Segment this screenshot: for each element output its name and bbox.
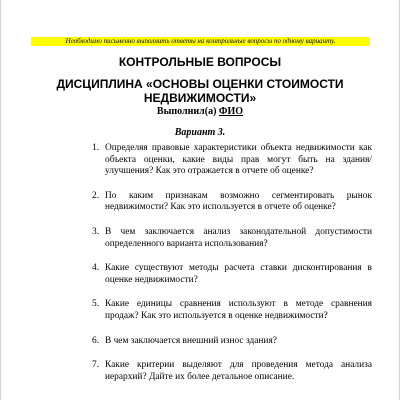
question-number: 5. bbox=[92, 299, 100, 310]
question-text: В чем заключается анализ законодательной допустимости определенного варианта использования? bbox=[105, 226, 372, 249]
question-item bbox=[88, 336, 372, 348]
question-item bbox=[88, 227, 372, 250]
question-item bbox=[88, 263, 372, 286]
question-item bbox=[88, 360, 372, 383]
question-item bbox=[88, 143, 372, 178]
question-text: В чем заключается внешний износ здания? bbox=[105, 335, 277, 346]
question-number: 7. bbox=[92, 360, 100, 371]
instruction-banner: Необходимо письменно выполнить ответы на контрольные вопросы по одному варианту. bbox=[31, 37, 370, 46]
questions-list bbox=[88, 143, 372, 396]
question-item bbox=[88, 299, 372, 322]
question-text: Какие единицы сравнения используют в методе сравнения продаж? Как это используется в оценке недвижимости? bbox=[105, 299, 372, 321]
question-text: Какие критерии выделяют для проведения метода анализа иерархий? Дайте их более детальное описание. bbox=[105, 360, 372, 382]
question-item bbox=[88, 191, 372, 214]
question-text: Определяя правовые характеристики объекта недвижимости как объекта оценки, какие виды прав могут быть на здания/улучшения? Как это отражается в отчете об оценке? bbox=[105, 143, 372, 177]
question-number: 1. bbox=[92, 143, 100, 153]
author-line bbox=[0, 105, 400, 118]
question-number: 4. bbox=[92, 263, 100, 274]
question-number: 6. bbox=[92, 335, 100, 346]
author-label: Выполнил(а) bbox=[156, 106, 217, 117]
question-number: 3. bbox=[92, 226, 100, 237]
discipline-title-line1: ДИСЦИПЛИНА «ОСНОВЫ ОЦЕНКИ СТОИМОСТИ bbox=[56, 77, 344, 91]
question-text: По каким признакам возможно сегментировать рынок недвижимости? Как это используется в отчете об оценке? bbox=[105, 190, 372, 213]
variant-heading: Вариант 3. bbox=[174, 127, 226, 138]
author-name: ФИО bbox=[218, 106, 244, 117]
question-text: Какие существуют методы расчета ставки дисконтирования в оценке недвижимости? bbox=[105, 263, 372, 285]
discipline-title-line2: НЕДВИЖИМОСТИ» bbox=[143, 91, 257, 105]
question-number: 2. bbox=[92, 190, 100, 201]
page-title: КОНТРОЛЬНЫЕ ВОПРОСЫ bbox=[118, 55, 282, 69]
